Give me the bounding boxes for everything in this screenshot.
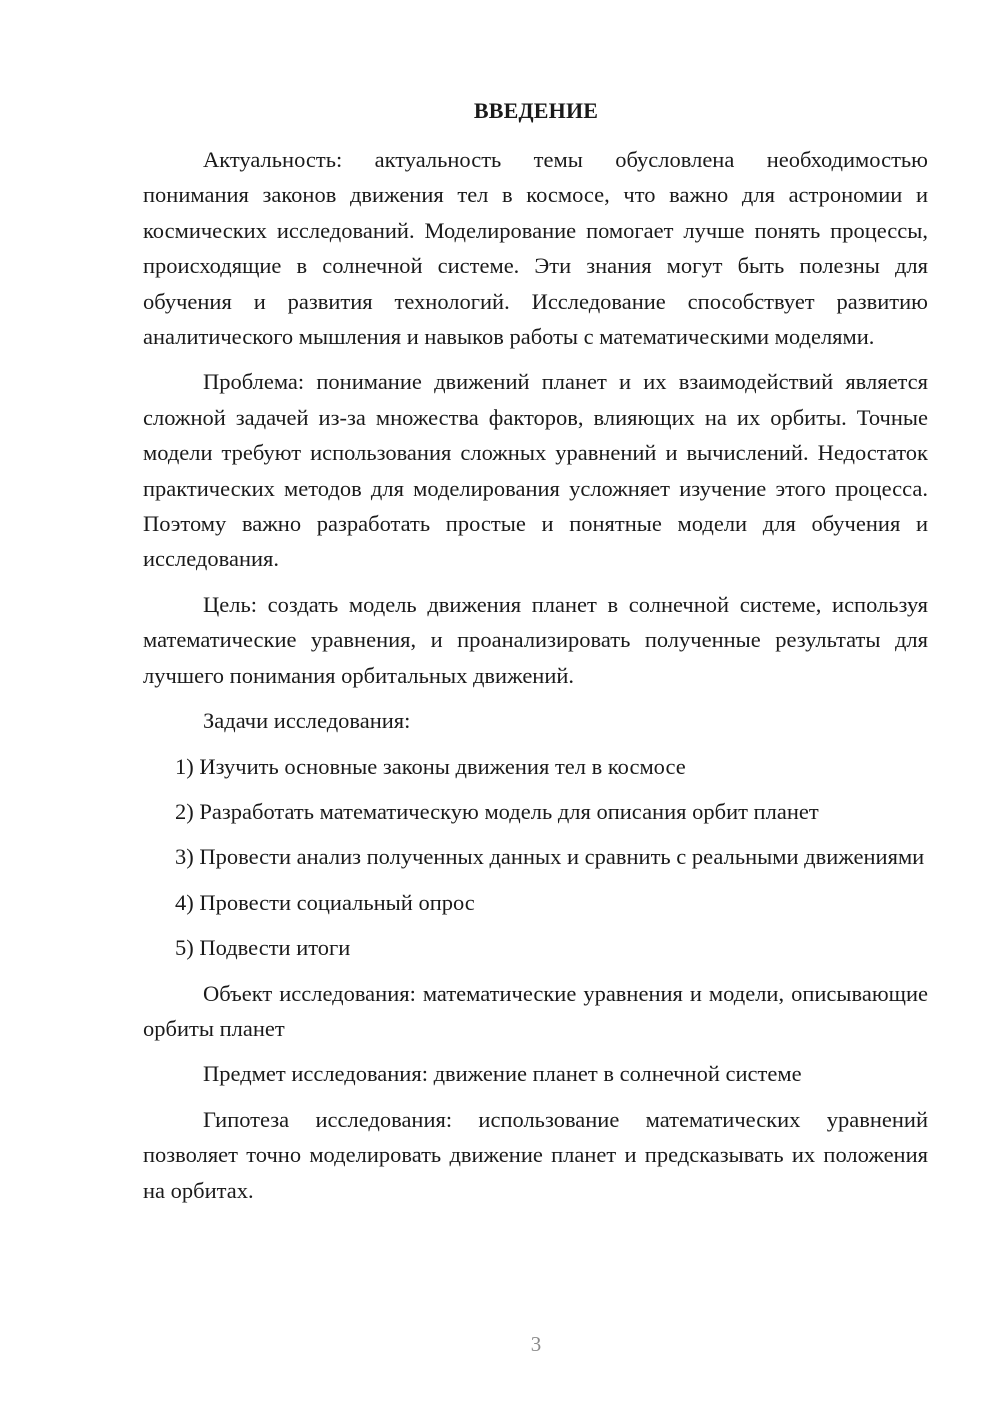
- task-item-5: 5) Подвести итоги: [175, 935, 351, 961]
- task-item-1: 1) Изучить основные законы движения тел в космосе: [175, 753, 686, 779]
- paragraph-object: Объект исследования: математические уравнения и модели, описывающие орбиты планет: [143, 980, 928, 1041]
- task-item-3: 3) Провести анализ полученных данных и сравнить с реальными движениями: [175, 844, 925, 870]
- task-item-4: 4) Провести социальный опрос: [175, 889, 475, 915]
- paragraph-subject: Предмет исследования: движение планет в солнечной системе: [203, 1061, 802, 1087]
- paragraph-relevance: Актуальность: актуальность темы обусловлена необходимостью понимания законов движения тел в космосе, что важно для астрономии и космических исследований. Моделирование помогает лучше понять процессы, происходящие в солнечной системе. Эти знания могут быть полезны для обучения и развития технологий. Исследование способствует развитию аналитического мышления и навыков работы с математическими моделями.: [143, 147, 928, 350]
- page-title: ВВЕДЕНИЕ: [473, 98, 599, 123]
- paragraph-hypothesis: Гипотеза исследования: использование математических уравнений позволяет точно моделировать движение планет и предсказывать их положения на орбитах.: [143, 1106, 928, 1203]
- paragraph-problem: Проблема: понимание движений планет и их взаимодействий является сложной задачей из-за множества факторов, влияющих на их орбиты. Точные модели требуют использования сложных уравнений и вычислений. Недостаток практических методов для моделирования усложняет изучение этого процесса. Поэтому важно разработать простые и понятные модели для обучения и исследования.: [143, 369, 928, 572]
- paragraph-goal: Цель: создать модель движения планет в солнечной системе, используя математические уравнения, и проанализировать полученные результаты для лучшего понимания орбитальных движений.: [143, 591, 928, 688]
- task-item-2: 2) Разработать математическую модель для описания орбит планет: [175, 798, 819, 824]
- document-body: [143, 142, 928, 1218]
- paragraph-tasks-heading: Задачи исследования:: [203, 708, 411, 734]
- page-number: 3: [530, 1332, 542, 1356]
